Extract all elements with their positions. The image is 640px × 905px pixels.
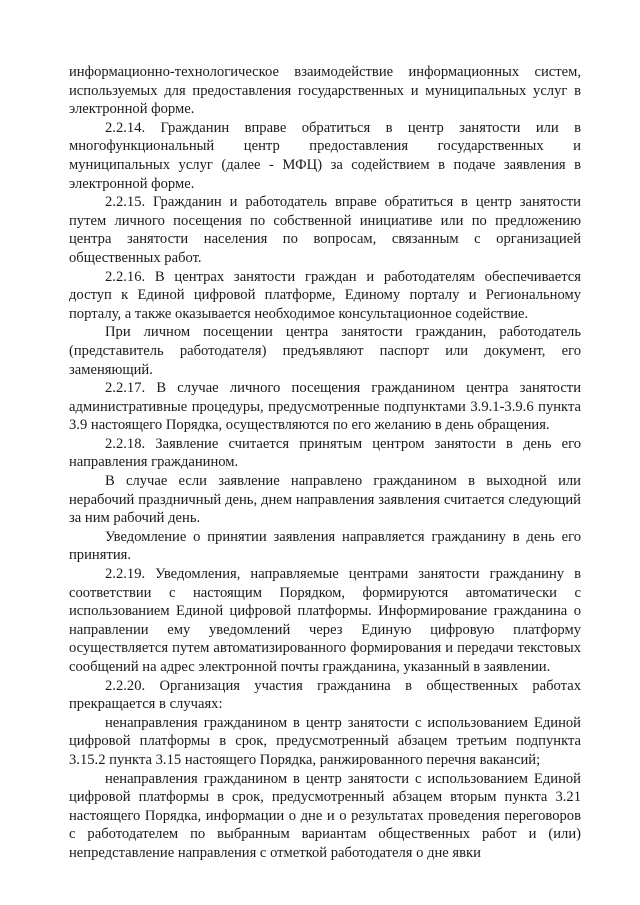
paragraph-2-2-16: 2.2.16. В центрах занятости граждан и работодателям обеспечивается доступ к Единой цифровой платформе, Единому порталу и Региональному порталу, а также оказывается необходимое консультационное содействие.	[69, 268, 581, 322]
paragraph-case-ranking: ненаправления гражданином в центр занятости с использованием Единой цифровой платформы в срок, предусмотренный абзацем третьим подпункта 3.15.2 пункта 3.15 настоящего Порядка, ранжированного перечня вакансий;	[69, 714, 581, 768]
paragraph-2-2-15: 2.2.15. Гражданин и работодатель вправе обратиться в центр занятости путем личного посещения по собственной инициативе или по предложению центра занятости населения по вопросам, связанным с организацией общественных работ.	[69, 194, 581, 266]
paragraph-2-2-18: 2.2.18. Заявление считается принятым центром занятости в день его направления гражданином.	[69, 435, 581, 471]
paragraph-continuation: информационно-технологическое взаимодействие информационных систем, используемых для предоставления государственных и муниципальных услуг в электронной форме.	[69, 64, 581, 118]
paragraph-2-2-19: 2.2.19. Уведомления, направляемые центрами занятости гражданину в соответствии с настоящим Порядком, формируются автоматически с использованием Единой цифровой платформы. Информирование гражданина о направлении ему уведомлений через Единую цифровую платформу осуществляется путем автоматизированного формирования и передачи текстовых сообщений на адрес электронной почты гражданина, указанный в заявлении.	[69, 566, 581, 675]
paragraph-acceptance-notice: Уведомление о принятии заявления направляется гражданину в день его принятия.	[69, 528, 581, 564]
paragraph-case-negotiations: ненаправления гражданином в центр занятости с использованием Единой цифровой платформы в срок, предусмотренный абзацем вторым пункта 3.21 настоящего Порядка, информации о дне и о результатах проведения переговоров с работодателем по выбранным вариантам общественных работ и (или) непредставление направления с отметкой работодателя о дне явки	[69, 770, 581, 861]
paragraph-2-2-17: 2.2.17. В случае личного посещения гражданином центра занятости административные процедуры, предусмотренные подпунктами 3.9.1-3.9.6 пункта 3.9 настоящего Порядка, осуществляются по его желанию в день обращения.	[69, 380, 581, 434]
paragraph-2-2-14: 2.2.14. Гражданин вправе обратиться в центр занятости или в многофункциональный центр предоставления государственных и муниципальных услуг (далее - МФЦ) за содействием в подаче заявления в электронной форме.	[69, 119, 581, 192]
paragraph-weekend-application: В случае если заявление направлено гражданином в выходной или нерабочий праздничный день, днем направления заявления считается следующий за ним рабочий день.	[69, 473, 581, 527]
paragraph-personal-visit: При личном посещении центра занятости гражданин, работодатель (представитель работодателя) предъявляют паспорт или документ, его заменяющий.	[69, 324, 581, 378]
document-page	[69, 63, 581, 863]
paragraph-2-2-20: 2.2.20. Организация участия гражданина в общественных работах прекращается в случаях:	[69, 677, 581, 713]
